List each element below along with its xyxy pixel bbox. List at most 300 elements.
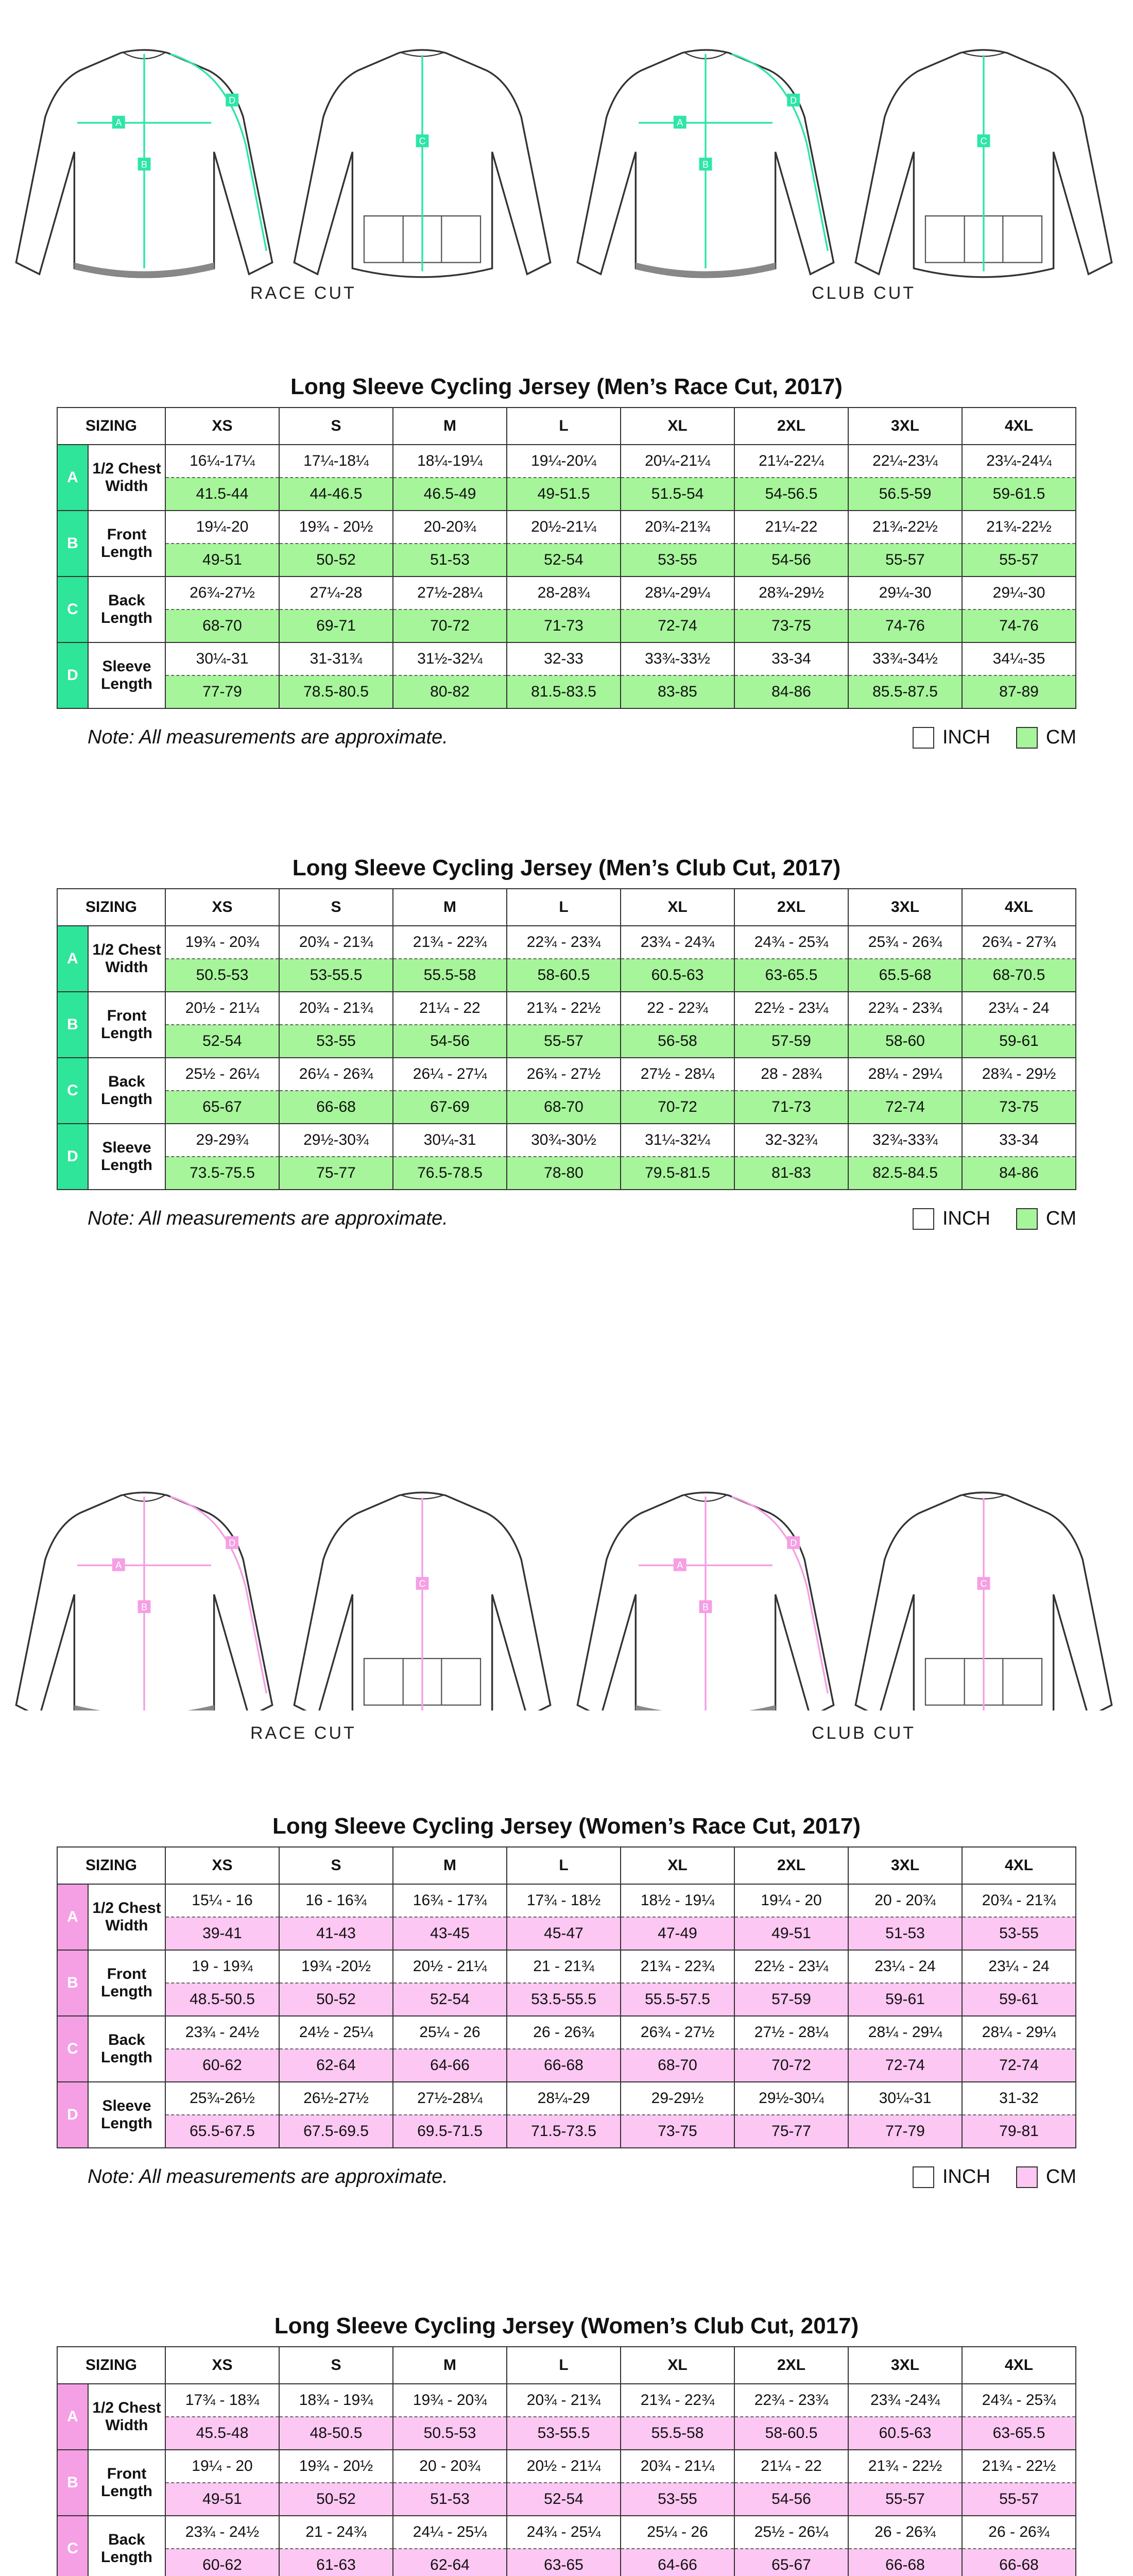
cm-cell: 55-57 <box>507 1025 621 1058</box>
cm-cell: 71.5-73.5 <box>507 2115 621 2148</box>
cm-row <box>57 959 1076 992</box>
cm-cell: 76.5-78.5 <box>393 1157 507 1190</box>
size-header-m: M <box>393 889 507 926</box>
measure-name: 1/2 Chest Width <box>88 2384 165 2450</box>
inch-cell: 33-34 <box>734 642 848 675</box>
cm-cell: 53-55.5 <box>507 2417 621 2450</box>
marker-b-label: B <box>702 1602 709 1613</box>
inch-cell: 28¼ - 29¼ <box>848 1058 962 1091</box>
note-row <box>57 723 1076 754</box>
cm-cell: 72-74 <box>962 2049 1076 2082</box>
size-header-3xl: 3XL <box>848 2347 962 2384</box>
sizing-header: SIZING <box>57 889 165 926</box>
cm-row <box>57 2417 1076 2450</box>
cm-cell: 55.5-58 <box>621 2417 734 2450</box>
measure-name: Back Length <box>88 2516 165 2576</box>
marker-d-label: D <box>790 95 797 106</box>
cm-cell: 59-61 <box>848 1983 962 2016</box>
inch-cell: 31-32 <box>962 2082 1076 2115</box>
cm-cell: 49-51.5 <box>507 478 621 511</box>
inch-cell: 33-34 <box>962 1124 1076 1157</box>
inch-cell: 25¼ - 26 <box>621 2516 734 2549</box>
size-header-xl: XL <box>621 1847 734 1884</box>
cm-cell: 50-52 <box>279 2483 393 2516</box>
inch-cell: 21¼-22¼ <box>734 445 848 478</box>
women-race-back-jersey-icon <box>288 1484 556 1710</box>
inch-cell: 26¾ - 27½ <box>507 1058 621 1091</box>
cm-cell: 49-51 <box>165 2483 279 2516</box>
unit-legend <box>913 2166 1076 2188</box>
inch-cell: 29¼-30 <box>962 577 1076 609</box>
men-club-section <box>57 855 1076 1235</box>
inch-row <box>57 2016 1076 2049</box>
size-header-2xl: 2XL <box>734 408 848 445</box>
marker-c-label: C <box>980 1579 987 1589</box>
marker-a-label: A <box>115 117 122 128</box>
measure-name: Front Length <box>88 992 165 1058</box>
cm-cell: 51-53 <box>393 544 507 577</box>
note-row <box>57 2163 1076 2194</box>
size-header-4xl: 4XL <box>962 2347 1076 2384</box>
marker-c-label: C <box>419 1579 426 1589</box>
inch-cell: 20¾ - 21¼ <box>621 2450 734 2483</box>
cm-cell: 55-57 <box>848 544 962 577</box>
cm-cell: 55-57 <box>962 2483 1076 2516</box>
size-header-3xl: 3XL <box>848 408 962 445</box>
men-race-front-jersey-icon <box>10 41 278 283</box>
cm-cell: 66-68 <box>962 2549 1076 2576</box>
cm-cell: 73-75 <box>962 1091 1076 1124</box>
cm-cell: 68-70 <box>621 2049 734 2082</box>
cm-cell: 66-68 <box>279 1091 393 1124</box>
cm-swatch <box>1016 2166 1038 2188</box>
inch-cell: 26¾ - 27½ <box>621 2016 734 2049</box>
approximate-note: Note: All measurements are approximate. <box>88 726 448 748</box>
men-race-cut-label: RACE CUT <box>250 283 356 303</box>
size-table <box>57 1846 1076 2148</box>
cm-cell: 66-68 <box>848 2549 962 2576</box>
cm-cell: 73.5-75.5 <box>165 1157 279 1190</box>
cm-cell: 79.5-81.5 <box>621 1157 734 1190</box>
inch-cell: 29-29¾ <box>165 1124 279 1157</box>
measure-letter: C <box>57 2016 88 2082</box>
cm-row <box>57 2483 1076 2516</box>
measure-letter: D <box>57 2082 88 2148</box>
inch-cell: 27½ - 28¼ <box>621 1058 734 1091</box>
cm-cell: 70-72 <box>393 609 507 642</box>
inch-cell: 20¾ - 21¾ <box>279 926 393 959</box>
unit-legend <box>913 726 1076 749</box>
inch-cell: 19¼-20¼ <box>507 445 621 478</box>
inch-cell: 21¾ - 22½ <box>507 992 621 1025</box>
cm-cell: 72-74 <box>848 1091 962 1124</box>
inch-row <box>57 2384 1076 2417</box>
marker-b-label: B <box>141 159 148 170</box>
inch-cell: 23¼ - 24 <box>848 1950 962 1983</box>
inch-cell: 20-20¾ <box>393 511 507 544</box>
size-header-xl: XL <box>621 408 734 445</box>
inch-cell: 19¾ -20½ <box>279 1950 393 1983</box>
size-header-xl: XL <box>621 2347 734 2384</box>
cm-cell: 55-57 <box>962 544 1076 577</box>
inch-cell: 25¼ - 26 <box>393 2016 507 2049</box>
inch-cell: 22½ - 23¼ <box>734 992 848 1025</box>
cm-cell: 50-52 <box>279 544 393 577</box>
inch-cell: 25½ - 26¼ <box>165 1058 279 1091</box>
size-header-4xl: 4XL <box>962 889 1076 926</box>
cm-cell: 61-63 <box>279 2549 393 2576</box>
cm-cell: 79-81 <box>962 2115 1076 2148</box>
cm-cell: 57-59 <box>734 1983 848 2016</box>
marker-d-label: D <box>790 1537 797 1548</box>
measure-name: 1/2 Chest Width <box>88 926 165 992</box>
inch-cell: 27½ - 28¼ <box>734 2016 848 2049</box>
table-title: Long Sleeve Cycling Jersey (Men’s Race Cut, 2017) <box>290 374 843 399</box>
cm-row <box>57 2549 1076 2576</box>
sizing-header: SIZING <box>57 2347 165 2384</box>
inch-cell: 19¾ - 20¾ <box>393 2384 507 2417</box>
header-row <box>57 889 1076 926</box>
cm-cell: 83-85 <box>621 675 734 708</box>
inch-cell: 27¼-28 <box>279 577 393 609</box>
inch-cell: 20¾ - 21¾ <box>507 2384 621 2417</box>
cm-cell: 72-74 <box>621 609 734 642</box>
marker-a-label: A <box>115 1560 122 1570</box>
cm-swatch <box>1016 727 1038 749</box>
inch-cell: 33¾-33½ <box>621 642 734 675</box>
cm-cell: 51.5-54 <box>621 478 734 511</box>
inch-cell: 20¾-21¾ <box>621 511 734 544</box>
cm-cell: 59-61 <box>962 1983 1076 2016</box>
cm-cell: 75-77 <box>734 2115 848 2148</box>
cm-cell: 74-76 <box>848 609 962 642</box>
cm-cell: 70-72 <box>734 2049 848 2082</box>
inch-cell: 30¾-30½ <box>507 1124 621 1157</box>
inch-cell: 20½ - 21¼ <box>393 1950 507 1983</box>
inch-cell: 26 - 26¾ <box>848 2516 962 2549</box>
cm-cell: 51-53 <box>393 2483 507 2516</box>
women-club-back-jersey-icon <box>850 1484 1118 1710</box>
size-header-s: S <box>279 2347 393 2384</box>
inch-cell: 18¾ - 19¾ <box>279 2384 393 2417</box>
measure-letter: B <box>57 992 88 1058</box>
cm-cell: 59-61 <box>962 1025 1076 1058</box>
size-header-s: S <box>279 1847 393 1884</box>
inch-cell: 16¾ - 17¾ <box>393 1884 507 1917</box>
inch-cell: 26¾-27½ <box>165 577 279 609</box>
inch-cell: 21¾-22½ <box>962 511 1076 544</box>
inch-cell: 15¼ - 16 <box>165 1884 279 1917</box>
cm-cell: 73-75 <box>734 609 848 642</box>
cm-cell: 71-73 <box>507 609 621 642</box>
cm-cell: 63-65.5 <box>962 2417 1076 2450</box>
marker-c-label: C <box>419 136 426 147</box>
table-title: Long Sleeve Cycling Jersey (Women’s Club Cut, 2017) <box>274 2313 859 2338</box>
inch-cell: 18½ - 19¼ <box>621 1884 734 1917</box>
cm-cell: 50-52 <box>279 1983 393 2016</box>
inch-cell: 29¼-30 <box>848 577 962 609</box>
cm-cell: 44-46.5 <box>279 478 393 511</box>
cm-cell: 81.5-83.5 <box>507 675 621 708</box>
cm-cell: 73-75 <box>621 2115 734 2148</box>
measure-name: 1/2 Chest Width <box>88 445 165 511</box>
cm-cell: 60-62 <box>165 2549 279 2576</box>
cm-cell: 49-51 <box>165 544 279 577</box>
cm-row <box>57 675 1076 708</box>
cm-cell: 58-60.5 <box>734 2417 848 2450</box>
inch-cell: 20 - 20¾ <box>848 1884 962 1917</box>
inch-cell: 28 - 28¾ <box>734 1058 848 1091</box>
inch-cell: 27½-28¼ <box>393 2082 507 2115</box>
cm-cell: 53-55 <box>279 1025 393 1058</box>
inch-cell: 29½-30¼ <box>734 2082 848 2115</box>
measure-name: Front Length <box>88 2450 165 2516</box>
measure-letter: A <box>57 2384 88 2450</box>
women-club-cut-label: CLUB CUT <box>812 1723 916 1743</box>
cm-cell: 84-86 <box>962 1157 1076 1190</box>
cm-legend-label: CM <box>1045 2166 1076 2188</box>
size-header-2xl: 2XL <box>734 889 848 926</box>
inch-cell: 23¼-24¼ <box>962 445 1076 478</box>
inch-cell: 21¼ - 22 <box>734 2450 848 2483</box>
inch-row <box>57 577 1076 609</box>
inch-cell: 24¾ - 25¼ <box>507 2516 621 2549</box>
inch-cell: 20¾ - 21¾ <box>962 1884 1076 1917</box>
inch-cell: 33¾-34½ <box>848 642 962 675</box>
inch-cell: 21¾-22½ <box>848 511 962 544</box>
inch-cell: 21¾ - 22¾ <box>393 926 507 959</box>
inch-cell: 30¼-31 <box>165 642 279 675</box>
inch-cell: 16 - 16¾ <box>279 1884 393 1917</box>
inch-cell: 20 - 20¾ <box>393 2450 507 2483</box>
inch-cell: 16¼-17¼ <box>165 445 279 478</box>
cm-cell: 56.5-59 <box>848 478 962 511</box>
cm-cell: 50.5-53 <box>165 959 279 992</box>
cm-row <box>57 2115 1076 2148</box>
measure-letter: D <box>57 642 88 708</box>
cm-cell: 58-60.5 <box>507 959 621 992</box>
inch-row <box>57 2450 1076 2483</box>
size-header-xs: XS <box>165 889 279 926</box>
measure-letter: C <box>57 1058 88 1124</box>
cm-cell: 41-43 <box>279 1917 393 1950</box>
inch-swatch <box>913 1208 934 1230</box>
inch-row <box>57 992 1076 1025</box>
size-header-s: S <box>279 889 393 926</box>
cm-cell: 68-70 <box>507 1091 621 1124</box>
cm-cell: 52-54 <box>507 544 621 577</box>
cm-cell: 72-74 <box>848 2049 962 2082</box>
cm-cell: 62-64 <box>393 2549 507 2576</box>
inch-legend-label: INCH <box>942 1208 990 1229</box>
cm-cell: 54-56 <box>734 544 848 577</box>
inch-row <box>57 1058 1076 1091</box>
cm-row <box>57 2049 1076 2082</box>
inch-cell: 21 - 21¾ <box>507 1950 621 1983</box>
cm-cell: 60-62 <box>165 2049 279 2082</box>
cm-cell: 75-77 <box>279 1157 393 1190</box>
inch-cell: 17¾ - 18¾ <box>165 2384 279 2417</box>
cm-row <box>57 609 1076 642</box>
size-header-3xl: 3XL <box>848 1847 962 1884</box>
inch-cell: 25½ - 26¼ <box>734 2516 848 2549</box>
inch-cell: 23¾ - 24½ <box>165 2016 279 2049</box>
inch-cell: 19¾ - 20½ <box>279 511 393 544</box>
measure-name: Back Length <box>88 1058 165 1124</box>
inch-cell: 21¾ - 22½ <box>962 2450 1076 2483</box>
cm-cell: 66-68 <box>507 2049 621 2082</box>
cm-row <box>57 1091 1076 1124</box>
inch-cell: 21¾ - 22¾ <box>621 1950 734 1983</box>
cm-cell: 64-66 <box>621 2549 734 2576</box>
inch-cell: 28-28¾ <box>507 577 621 609</box>
size-header-l: L <box>507 1847 621 1884</box>
size-header-l: L <box>507 2347 621 2384</box>
cm-cell: 70-72 <box>621 1091 734 1124</box>
cm-cell: 41.5-44 <box>165 478 279 511</box>
inch-cell: 19¼-20 <box>165 511 279 544</box>
size-header-m: M <box>393 408 507 445</box>
marker-b-label: B <box>702 159 709 170</box>
inch-cell: 21¼-22 <box>734 511 848 544</box>
inch-cell: 30¼-31 <box>848 2082 962 2115</box>
inch-row <box>57 2082 1076 2115</box>
inch-cell: 24¾ - 25¾ <box>962 2384 1076 2417</box>
inch-cell: 21¼ - 22 <box>393 992 507 1025</box>
cm-row <box>57 478 1076 511</box>
cm-row <box>57 1157 1076 1190</box>
inch-row <box>57 1884 1076 1917</box>
size-header-m: M <box>393 2347 507 2384</box>
cm-cell: 45.5-48 <box>165 2417 279 2450</box>
inch-swatch <box>913 2166 934 2188</box>
inch-cell: 28¼ - 29¼ <box>962 2016 1076 2049</box>
cm-cell: 53-55 <box>621 544 734 577</box>
cm-cell: 43-45 <box>393 1917 507 1950</box>
women-club-section <box>57 2313 1076 2576</box>
inch-cell: 24¼ - 25¼ <box>393 2516 507 2549</box>
inch-cell: 23¾ - 24¾ <box>621 926 734 959</box>
women-race-cut-label: RACE CUT <box>250 1723 356 1743</box>
women-illustrations <box>0 1484 1133 1710</box>
cm-cell: 48-50.5 <box>279 2417 393 2450</box>
cm-cell: 51-53 <box>848 1917 962 1950</box>
men-race-section <box>57 374 1076 754</box>
measure-name: Front Length <box>88 511 165 577</box>
cm-cell: 65-67 <box>165 1091 279 1124</box>
cm-legend-label: CM <box>1045 1208 1076 1229</box>
size-header-4xl: 4XL <box>962 1847 1076 1884</box>
measure-letter: A <box>57 926 88 992</box>
inch-cell: 19¼ - 20 <box>165 2450 279 2483</box>
inch-row <box>57 511 1076 544</box>
cm-cell: 57-59 <box>734 1025 848 1058</box>
cm-cell: 77-79 <box>848 2115 962 2148</box>
cm-cell: 63-65.5 <box>734 959 848 992</box>
cm-cell: 52-54 <box>165 1025 279 1058</box>
inch-cell: 22 - 22¾ <box>621 992 734 1025</box>
inch-cell: 26½-27½ <box>279 2082 393 2115</box>
inch-cell: 24¾ - 25¾ <box>734 926 848 959</box>
inch-cell: 28¾ - 29½ <box>962 1058 1076 1091</box>
inch-cell: 34¼-35 <box>962 642 1076 675</box>
inch-cell: 21¾ - 22¾ <box>621 2384 734 2417</box>
approximate-note: Note: All measurements are approximate. <box>88 2166 448 2188</box>
cm-cell: 52-54 <box>393 1983 507 2016</box>
inch-cell: 23¼ - 24 <box>962 992 1076 1025</box>
inch-cell: 20¼-21¼ <box>621 445 734 478</box>
cm-cell: 84-86 <box>734 675 848 708</box>
cm-cell: 53-55 <box>962 1917 1076 1950</box>
men-club-back-jersey-icon <box>850 41 1118 283</box>
inch-cell: 19 - 19¾ <box>165 1950 279 1983</box>
measure-name: Sleeve Length <box>88 2082 165 2148</box>
cm-swatch <box>1016 1208 1038 1230</box>
cm-cell: 69.5-71.5 <box>393 2115 507 2148</box>
cm-cell: 69-71 <box>279 609 393 642</box>
cm-cell: 74-76 <box>962 609 1076 642</box>
inch-cell: 32-32¾ <box>734 1124 848 1157</box>
inch-cell: 19¼ - 20 <box>734 1884 848 1917</box>
measure-letter: C <box>57 577 88 642</box>
inch-cell: 18¼-19¼ <box>393 445 507 478</box>
inch-cell: 21¾ - 22½ <box>848 2450 962 2483</box>
inch-cell: 29½-30¾ <box>279 1124 393 1157</box>
cm-cell: 64-66 <box>393 2049 507 2082</box>
measure-letter: B <box>57 1950 88 2016</box>
cm-cell: 85.5-87.5 <box>848 675 962 708</box>
cm-cell: 47-49 <box>621 1917 734 1950</box>
measure-name: 1/2 Chest Width <box>88 1884 165 1950</box>
measure-letter: C <box>57 2516 88 2576</box>
size-header-m: M <box>393 1847 507 1884</box>
cm-cell: 52-54 <box>507 2483 621 2516</box>
marker-d-label: D <box>229 1537 236 1548</box>
size-header-3xl: 3XL <box>848 889 962 926</box>
inch-cell: 26¼ - 27¼ <box>393 1058 507 1091</box>
measure-letter: D <box>57 1124 88 1190</box>
size-header-l: L <box>507 889 621 926</box>
header-row <box>57 2347 1076 2384</box>
cm-cell: 67.5-69.5 <box>279 2115 393 2148</box>
women-race-section <box>57 1814 1076 2194</box>
inch-cell: 23¼ - 24 <box>962 1950 1076 1983</box>
size-header-s: S <box>279 408 393 445</box>
cm-cell: 54-56 <box>734 2483 848 2516</box>
men-race-back-jersey-icon <box>288 41 556 283</box>
measure-letter: B <box>57 2450 88 2516</box>
cm-cell: 53.5-55.5 <box>507 1983 621 2016</box>
cm-row <box>57 1983 1076 2016</box>
cm-cell: 49-51 <box>734 1917 848 1950</box>
cm-row <box>57 1917 1076 1950</box>
size-table <box>57 407 1076 709</box>
measure-name: Sleeve Length <box>88 1124 165 1190</box>
cm-cell: 65.5-67.5 <box>165 2115 279 2148</box>
measure-name: Back Length <box>88 2016 165 2082</box>
note-row <box>57 1205 1076 1235</box>
inch-cell: 17¼-18¼ <box>279 445 393 478</box>
cm-cell: 68-70 <box>165 609 279 642</box>
cm-cell: 81-83 <box>734 1157 848 1190</box>
size-header-xs: XS <box>165 408 279 445</box>
size-header-4xl: 4XL <box>962 408 1076 445</box>
cm-row <box>57 1025 1076 1058</box>
measure-name: Back Length <box>88 577 165 642</box>
inch-cell: 22¼-23¼ <box>848 445 962 478</box>
table-title: Long Sleeve Cycling Jersey (Men’s Club Cut, 2017) <box>292 855 841 880</box>
inch-cell: 32¾-33¾ <box>848 1124 962 1157</box>
